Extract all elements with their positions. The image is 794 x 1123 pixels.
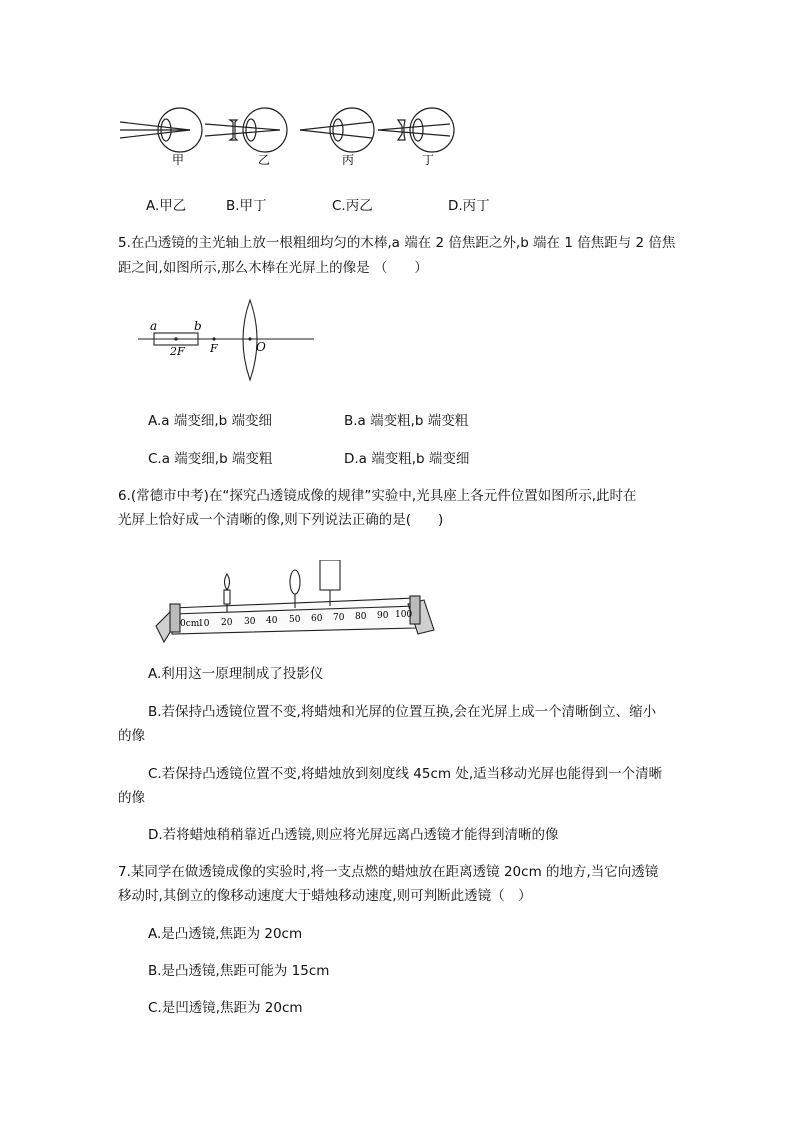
eye-yi (205, 108, 287, 152)
q4-option-b: B.甲丁 (226, 198, 267, 214)
q7-stem-line1: 7.某同学在做透镜成像的实验时,将一支点燃的蜡烛放在距离透镜 20cm 的地方,当它向透镜 (118, 864, 659, 880)
q4-option-a: A.甲乙 (146, 198, 187, 214)
rod-end-a-label: a (150, 319, 158, 333)
focal-point-label: F (210, 342, 218, 355)
optical-bench-figure (150, 560, 440, 650)
ruler-tick-100: 100 (395, 610, 413, 620)
q6-option-b-line1: B.若保持凸透镜位置不变,将蜡烛和光屏的位置互换,会在光屏上成一个清晰倒立、缩小 (148, 704, 657, 720)
ruler-tick-90: 90 (377, 611, 389, 621)
q4-option-c: C.丙乙 (332, 198, 373, 214)
q5-stem-line2: 距之间,如图所示,那么木棒在光屏上的像是 （ ） (118, 260, 428, 276)
q7-stem-line2: 移动时,其倒立的像移动速度大于蜡烛移动速度,则可判断此透镜（ ） (118, 888, 532, 904)
q5-option-a: A.a 端变细,b 端变细 (148, 413, 273, 429)
ruler-tick-0: 0cm (180, 619, 200, 629)
q6-option-c-line2: 的像 (118, 790, 145, 806)
q6-option-b-line2: 的像 (118, 728, 145, 744)
ruler-tick-40: 40 (266, 616, 278, 626)
q6-option-a: A.利用这一原理制成了投影仪 (148, 666, 324, 682)
eye-jia (120, 108, 202, 152)
optical-center-label: O (256, 340, 266, 354)
ruler-tick-60: 60 (311, 614, 323, 624)
ruler-tick-10: 10 (198, 619, 210, 629)
q4-option-d: D.丙丁 (448, 198, 490, 214)
q5-option-d: D.a 端变粗,b 端变细 (344, 451, 470, 467)
eye-label-jia: 甲 (172, 153, 185, 167)
ruler-tick-70: 70 (333, 613, 345, 623)
q5-option-c: C.a 端变细,b 端变粗 (148, 451, 273, 467)
ruler-tick-30: 30 (244, 617, 256, 627)
eye-label-bing: 丙 (342, 153, 355, 167)
rod-end-b-label: b (194, 319, 202, 333)
q6-stem-line2: 光屏上恰好成一个清晰的像,则下列说法正确的是( ) (118, 512, 444, 528)
q5-option-b: B.a 端变粗,b 端变粗 (344, 413, 469, 429)
q5-stem-line1: 5.在凸透镜的主光轴上放一根粗细均匀的木棒,a 端在 2 倍焦距之外,b 端在 1 倍焦距与 2 倍焦 (118, 235, 676, 251)
q5-lens-rod-figure (138, 298, 318, 384)
q7-option-c: C.是凹透镜,焦距为 20cm (148, 1000, 303, 1016)
q6-stem-line1: 6.(常德市中考)在“探究凸透镜成像的规律”实验中,光具座上各元件位置如图所示,此时在 (118, 488, 637, 504)
two-f-label: 2F (170, 345, 185, 358)
eye-bing (300, 108, 374, 152)
eye-label-ding: 丁 (422, 153, 435, 167)
eye-label-yi: 乙 (258, 153, 271, 167)
ruler-tick-20: 20 (221, 618, 233, 628)
eye-diagram-figure (120, 100, 460, 172)
q6-option-c-line1: C.若保持凸透镜位置不变,将蜡烛放到刻度线 45cm 处,适当移动光屏也能得到一个清晰 (148, 766, 663, 782)
eye-ding (378, 108, 454, 152)
q6-option-d: D.若将蜡烛稍稍靠近凸透镜,则应将光屏远离凸透镜才能得到清晰的像 (148, 827, 559, 843)
q7-option-b: B.是凸透镜,焦距可能为 15cm (148, 963, 330, 979)
ruler-tick-50: 50 (289, 615, 301, 625)
q7-option-a: A.是凸透镜,焦距为 20cm (148, 926, 303, 942)
ruler-tick-80: 80 (355, 612, 367, 622)
